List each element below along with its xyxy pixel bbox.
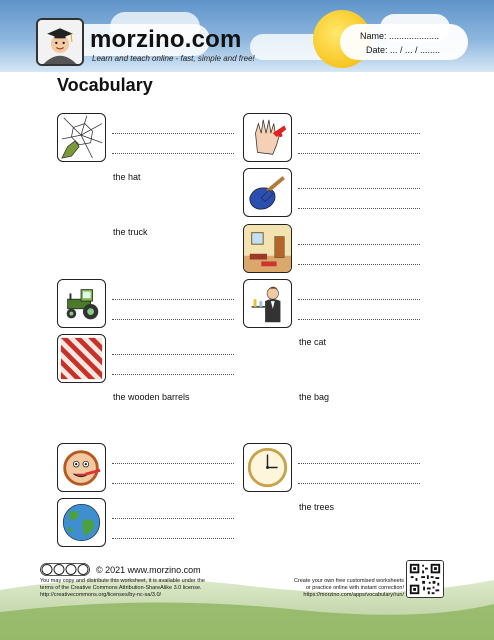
waiter-icon	[243, 279, 292, 328]
hurt-hand-icon	[243, 113, 292, 162]
word-label: the truck	[113, 227, 148, 237]
word-label: the hat	[113, 172, 141, 182]
answer-line[interactable]	[112, 538, 234, 539]
answer-line[interactable]	[298, 319, 420, 320]
answer-line[interactable]	[112, 133, 234, 134]
license-text	[40, 578, 240, 599]
promo-line: or practice online with instant correction!	[305, 585, 404, 591]
answer-line[interactable]	[298, 244, 420, 245]
date-field: Date: ... / ... / ........	[366, 45, 441, 55]
boy-eating-icon	[57, 443, 106, 492]
room-icon	[243, 224, 292, 273]
answer-line[interactable]	[298, 463, 420, 464]
answer-line[interactable]	[298, 264, 420, 265]
page-title: Vocabulary	[57, 75, 153, 95]
answer-line[interactable]	[112, 299, 234, 300]
barrier-icon	[57, 334, 106, 383]
name-field: Name: ....................	[360, 31, 440, 41]
tractor-icon	[57, 279, 106, 328]
license-link[interactable]: http://creativecommons.org/licenses/by-nc-sa/3.0/	[40, 592, 162, 598]
word-label: the bag	[299, 392, 330, 402]
answer-line[interactable]	[298, 188, 420, 189]
word-label: the wooden barrels	[113, 392, 190, 402]
answer-line[interactable]	[112, 463, 234, 464]
qr-code-icon[interactable]	[406, 560, 444, 598]
site-title: morzino.com	[90, 26, 242, 53]
answer-line[interactable]	[298, 483, 420, 484]
promo-link[interactable]: https://morzino.com/apps/vocabulary/run/	[303, 592, 404, 598]
promo-line: Create your own free customised worksheets	[293, 578, 404, 584]
broken-glass-icon	[57, 113, 106, 162]
answer-line[interactable]	[112, 153, 234, 154]
paint-icon	[243, 168, 292, 217]
answer-line[interactable]	[112, 483, 234, 484]
creative-commons-icon	[40, 563, 90, 576]
license-line: You may copy and distribute this worksheet, it is available under the	[40, 578, 205, 584]
site-tagline: Learn and teach online - fast, simple and free!	[92, 54, 255, 63]
answer-line[interactable]	[298, 208, 420, 209]
answer-line[interactable]	[112, 374, 234, 375]
earth-icon	[57, 498, 106, 547]
promo-text	[270, 578, 404, 599]
answer-line[interactable]	[112, 319, 234, 320]
answer-line[interactable]	[112, 354, 234, 355]
answer-line[interactable]	[298, 153, 420, 154]
answer-line[interactable]	[112, 518, 234, 519]
clock-icon	[243, 443, 292, 492]
copyright-text: © 2021 www.morzino.com	[96, 565, 201, 575]
word-label: the cat	[299, 337, 327, 347]
answer-line[interactable]	[298, 299, 420, 300]
license-line: terms of the Creative Commons Attribution-ShareAlike 3.0 license.	[40, 585, 202, 591]
answer-line[interactable]	[298, 133, 420, 134]
word-label: the trees	[299, 502, 335, 512]
graduate-avatar-icon	[36, 18, 84, 66]
